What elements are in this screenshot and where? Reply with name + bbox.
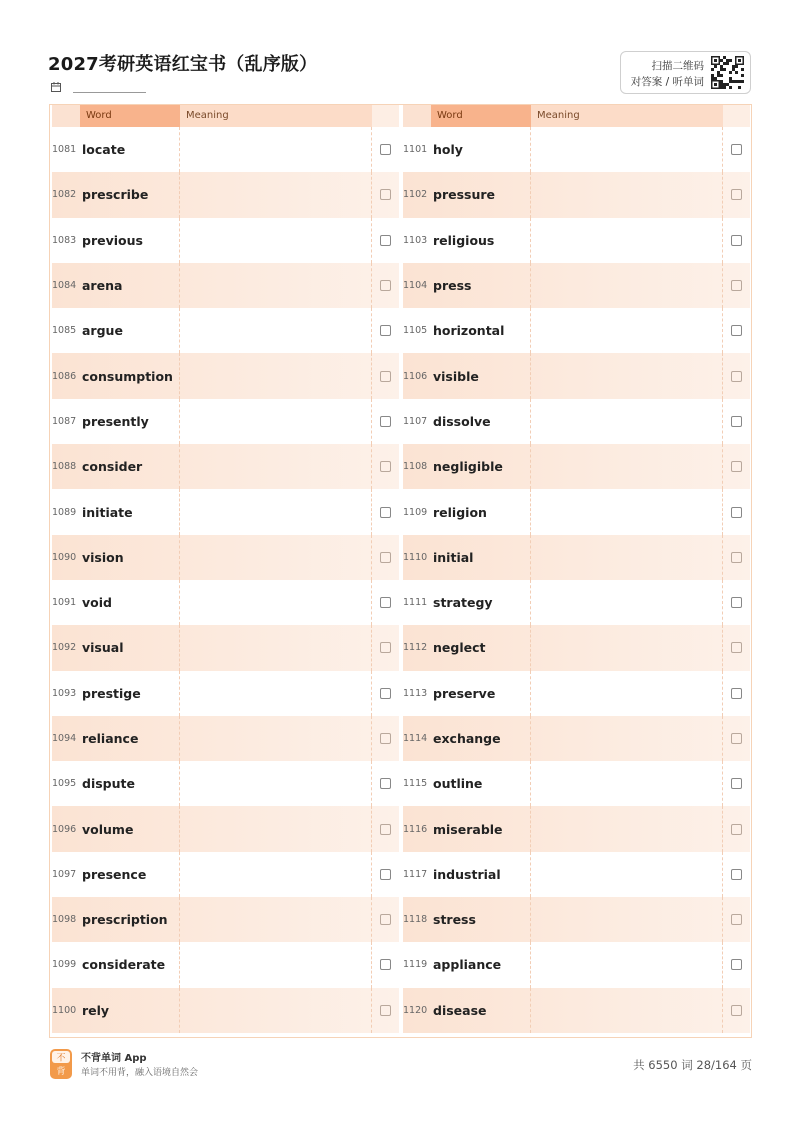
word-number: 1092 (52, 642, 77, 654)
word-number: 1105 (403, 325, 428, 337)
left-rows (52, 127, 399, 1033)
word-text: vision (80, 535, 180, 580)
word-number: 1088 (52, 461, 77, 473)
checkbox[interactable] (380, 869, 391, 880)
meaning-blank[interactable] (531, 716, 723, 761)
check-cell (372, 172, 399, 217)
check-cell (723, 489, 750, 534)
word-number: 1108 (403, 461, 428, 473)
table-row (52, 852, 399, 897)
meaning-blank[interactable] (180, 806, 372, 851)
check-cell (723, 535, 750, 580)
checkbox[interactable] (731, 507, 742, 518)
meaning-blank[interactable] (180, 942, 372, 987)
word-number: 1106 (403, 370, 428, 382)
word-text: rely (80, 988, 180, 1033)
checkbox[interactable] (380, 507, 391, 518)
word-number: 1113 (403, 687, 428, 699)
check-cell (372, 988, 399, 1033)
word-text: arena (80, 263, 180, 308)
checkbox[interactable] (731, 959, 742, 970)
word-text: initiate (80, 489, 180, 534)
table-row (52, 761, 399, 806)
header-meaning: Meaning (180, 105, 372, 127)
header-check-cell (723, 105, 750, 127)
check-cell (372, 716, 399, 761)
table-row (403, 580, 750, 625)
calendar-icon (51, 82, 61, 92)
checkbox[interactable] (380, 461, 391, 472)
table-row (52, 806, 399, 851)
check-cell (723, 806, 750, 851)
word-text: presently (80, 399, 180, 444)
table-row (403, 444, 750, 489)
word-number: 1120 (403, 1004, 428, 1016)
qr-line-1: 扫描二维码 (651, 60, 704, 72)
check-cell (723, 897, 750, 942)
checkbox[interactable] (731, 869, 742, 880)
word-number: 1101 (403, 144, 428, 156)
word-text: locate (80, 127, 180, 172)
meaning-blank[interactable] (531, 172, 723, 217)
checkbox[interactable] (731, 642, 742, 653)
date-blank[interactable] (73, 80, 146, 93)
word-text: industrial (431, 852, 531, 897)
meaning-blank[interactable] (180, 218, 372, 263)
word-number: 1114 (403, 733, 428, 744)
checkbox[interactable] (731, 371, 742, 382)
checkbox[interactable] (731, 552, 742, 563)
checkbox[interactable] (380, 144, 391, 155)
meaning-blank[interactable] (531, 671, 723, 716)
check-cell (723, 172, 750, 217)
check-cell (723, 444, 750, 489)
word-number: 1119 (403, 959, 428, 971)
table-row (403, 308, 750, 353)
checkbox[interactable] (380, 733, 391, 744)
table-header (52, 105, 399, 127)
meaning-blank[interactable] (531, 353, 723, 398)
checkbox[interactable] (380, 416, 391, 427)
word-text: neglect (431, 625, 531, 670)
check-cell (723, 218, 750, 263)
word-text: pressure (431, 172, 531, 217)
checkbox[interactable] (380, 959, 391, 970)
meaning-blank[interactable] (180, 444, 372, 489)
meaning-blank[interactable] (180, 127, 372, 172)
meaning-blank[interactable] (180, 716, 372, 761)
word-text: disease (431, 988, 531, 1033)
table-row (403, 942, 750, 987)
checkbox[interactable] (731, 1005, 742, 1016)
checkbox[interactable] (731, 688, 742, 699)
word-number: 1104 (403, 280, 428, 292)
app-slogan: 单词不用背，融入语境自然会 (81, 1068, 199, 1078)
table-row (403, 489, 750, 534)
check-cell (372, 444, 399, 489)
check-cell (723, 671, 750, 716)
meaning-blank[interactable] (531, 625, 723, 670)
word-number: 1107 (403, 415, 428, 427)
word-number: 1081 (52, 144, 77, 156)
word-text: volume (80, 806, 180, 851)
qr-panel (620, 51, 751, 94)
table-header (403, 105, 750, 127)
checkbox[interactable] (380, 1005, 391, 1016)
meaning-blank[interactable] (531, 897, 723, 942)
meaning-blank[interactable] (180, 852, 372, 897)
meaning-blank[interactable] (531, 489, 723, 534)
header-number-cell (52, 105, 80, 127)
word-number: 1116 (403, 823, 428, 835)
word-text: outline (431, 761, 531, 806)
word-number: 1083 (52, 234, 77, 246)
checkbox[interactable] (380, 325, 391, 336)
table-row (52, 625, 399, 670)
meaning-blank[interactable] (531, 988, 723, 1033)
table-row (52, 671, 399, 716)
checkbox[interactable] (380, 189, 391, 200)
table-row (52, 942, 399, 987)
meaning-blank[interactable] (180, 897, 372, 942)
word-number: 1099 (52, 959, 77, 971)
left-column (52, 105, 399, 1037)
header-check-cell (372, 105, 399, 127)
word-text: initial (431, 535, 531, 580)
word-text: previous (80, 218, 180, 263)
qr-line-2: 对答案 / 听单词 (630, 76, 704, 88)
meaning-blank[interactable] (531, 444, 723, 489)
check-cell (372, 353, 399, 398)
header-number-cell (403, 105, 431, 127)
meaning-blank[interactable] (180, 535, 372, 580)
word-text: holy (431, 127, 531, 172)
word-number: 1118 (403, 914, 428, 926)
word-text: reliance (80, 716, 180, 761)
word-number: 1110 (403, 551, 428, 563)
word-number: 1100 (52, 1004, 77, 1016)
table-row (403, 353, 750, 398)
word-number: 1111 (403, 597, 428, 609)
word-number: 1086 (52, 370, 77, 382)
table-row (52, 444, 399, 489)
header-word: Word (431, 105, 531, 127)
table-row (52, 399, 399, 444)
word-number: 1084 (52, 280, 77, 292)
word-text: religion (431, 489, 531, 534)
check-cell (723, 625, 750, 670)
checkbox[interactable] (731, 778, 742, 789)
qr-caption (631, 58, 704, 90)
checkbox[interactable] (731, 189, 742, 200)
word-text: appliance (431, 942, 531, 987)
right-column (403, 105, 750, 1037)
table-row (403, 671, 750, 716)
table-row (52, 218, 399, 263)
word-number: 1089 (52, 506, 77, 518)
checkbox[interactable] (731, 235, 742, 246)
header-meaning: Meaning (531, 105, 723, 127)
meaning-blank[interactable] (180, 625, 372, 670)
word-text: prescription (80, 897, 180, 942)
table-row (52, 580, 399, 625)
word-text: religious (431, 218, 531, 263)
table-row (52, 308, 399, 353)
meaning-blank[interactable] (531, 399, 723, 444)
word-number: 1109 (403, 506, 428, 518)
check-cell (372, 942, 399, 987)
check-cell (723, 988, 750, 1033)
check-cell (372, 852, 399, 897)
meaning-blank[interactable] (531, 218, 723, 263)
table-row (52, 535, 399, 580)
table-row (403, 218, 750, 263)
checkbox[interactable] (731, 325, 742, 336)
check-cell (372, 897, 399, 942)
word-number: 1102 (403, 189, 428, 201)
check-cell (372, 806, 399, 851)
table-row (52, 263, 399, 308)
table-row (403, 535, 750, 580)
date-field (51, 80, 146, 93)
table-row (403, 172, 750, 217)
table-row (52, 353, 399, 398)
word-text: stress (431, 897, 531, 942)
word-text: preserve (431, 671, 531, 716)
table-row (52, 988, 399, 1033)
word-text: void (80, 580, 180, 625)
checkbox[interactable] (380, 688, 391, 699)
check-cell (372, 535, 399, 580)
word-number: 1091 (52, 597, 77, 609)
word-text: miserable (431, 806, 531, 851)
table-row (403, 988, 750, 1033)
check-cell (372, 761, 399, 806)
check-cell (723, 127, 750, 172)
word-text: horizontal (431, 308, 531, 353)
meaning-blank[interactable] (531, 806, 723, 851)
table-row (403, 625, 750, 670)
checkbox[interactable] (731, 914, 742, 925)
word-number: 1096 (52, 823, 77, 835)
check-cell (723, 580, 750, 625)
word-number: 1098 (52, 914, 77, 926)
table-row (52, 716, 399, 761)
meaning-blank[interactable] (180, 399, 372, 444)
checkbox[interactable] (380, 778, 391, 789)
meaning-blank[interactable] (531, 308, 723, 353)
checkbox[interactable] (380, 642, 391, 653)
meaning-blank[interactable] (180, 489, 372, 534)
check-cell (372, 308, 399, 353)
word-number: 1097 (52, 868, 77, 880)
checkbox[interactable] (380, 280, 391, 291)
check-cell (372, 218, 399, 263)
word-number: 1085 (52, 325, 77, 337)
word-number: 1115 (403, 778, 428, 790)
app-logo-icon (50, 1049, 72, 1079)
checkbox[interactable] (380, 235, 391, 246)
check-cell (723, 942, 750, 987)
table-row (52, 172, 399, 217)
check-cell (723, 353, 750, 398)
check-cell (723, 263, 750, 308)
word-text: negligible (431, 444, 531, 489)
meaning-blank[interactable] (180, 988, 372, 1033)
word-text: visual (80, 625, 180, 670)
meaning-blank[interactable] (180, 580, 372, 625)
table-row (403, 897, 750, 942)
table-row (52, 897, 399, 942)
logo-char-2: 背 (56, 1067, 66, 1077)
meaning-blank[interactable] (180, 761, 372, 806)
word-text: press (431, 263, 531, 308)
check-cell (372, 399, 399, 444)
word-text: consider (80, 444, 180, 489)
header-word: Word (80, 105, 180, 127)
right-rows (403, 127, 750, 1033)
meaning-blank[interactable] (180, 671, 372, 716)
meaning-blank[interactable] (180, 263, 372, 308)
word-number: 1082 (52, 189, 77, 201)
table-row (52, 127, 399, 172)
checkbox[interactable] (731, 733, 742, 744)
checkbox[interactable] (731, 416, 742, 427)
word-text: presence (80, 852, 180, 897)
word-number: 1093 (52, 687, 77, 699)
table-row (403, 399, 750, 444)
word-number: 1112 (403, 642, 428, 654)
word-text: consumption (80, 353, 180, 398)
meaning-blank[interactable] (531, 761, 723, 806)
word-text: prescribe (80, 172, 180, 217)
word-text: visible (431, 353, 531, 398)
table-row (403, 263, 750, 308)
app-name: 不背单词 App (81, 1053, 147, 1064)
word-table (49, 104, 752, 1038)
check-cell (372, 671, 399, 716)
meaning-blank[interactable] (531, 852, 723, 897)
page-title: 2027考研英语红宝书（乱序版） (48, 54, 318, 75)
checkbox[interactable] (380, 371, 391, 382)
check-cell (723, 399, 750, 444)
checkbox[interactable] (731, 824, 742, 835)
checkbox[interactable] (380, 824, 391, 835)
word-number: 1095 (52, 778, 77, 790)
check-cell (372, 625, 399, 670)
word-text: exchange (431, 716, 531, 761)
check-cell (723, 716, 750, 761)
word-text: dissolve (431, 399, 531, 444)
table-row (52, 489, 399, 534)
word-number: 1087 (52, 415, 77, 427)
qr-code-icon[interactable] (711, 56, 744, 89)
table-row (403, 716, 750, 761)
word-text: prestige (80, 671, 180, 716)
check-cell (372, 127, 399, 172)
word-text: considerate (80, 942, 180, 987)
word-text: dispute (80, 761, 180, 806)
table-row (403, 852, 750, 897)
word-text: strategy (431, 580, 531, 625)
checkbox[interactable] (731, 461, 742, 472)
check-cell (723, 852, 750, 897)
meaning-blank[interactable] (531, 535, 723, 580)
word-number: 1117 (403, 868, 428, 880)
logo-char-1: 不 (56, 1053, 66, 1064)
checkbox[interactable] (731, 144, 742, 155)
word-number: 1090 (52, 551, 77, 563)
meaning-blank[interactable] (180, 172, 372, 217)
meaning-blank[interactable] (531, 942, 723, 987)
word-number: 1103 (403, 234, 428, 246)
check-cell (723, 308, 750, 353)
check-cell (372, 489, 399, 534)
meaning-blank[interactable] (531, 580, 723, 625)
check-cell (372, 580, 399, 625)
checkbox[interactable] (380, 552, 391, 563)
word-text: argue (80, 308, 180, 353)
checkbox[interactable] (731, 597, 742, 608)
table-row (403, 127, 750, 172)
page-info: 共 6550 词 28/164 页 (633, 1058, 752, 1072)
checkbox[interactable] (380, 914, 391, 925)
meaning-blank[interactable] (531, 127, 723, 172)
check-cell (372, 263, 399, 308)
word-number: 1094 (52, 733, 77, 744)
meaning-blank[interactable] (180, 308, 372, 353)
checkbox[interactable] (731, 280, 742, 291)
checkbox[interactable] (380, 597, 391, 608)
table-row (403, 806, 750, 851)
meaning-blank[interactable] (531, 263, 723, 308)
table-row (403, 761, 750, 806)
check-cell (723, 761, 750, 806)
meaning-blank[interactable] (180, 353, 372, 398)
